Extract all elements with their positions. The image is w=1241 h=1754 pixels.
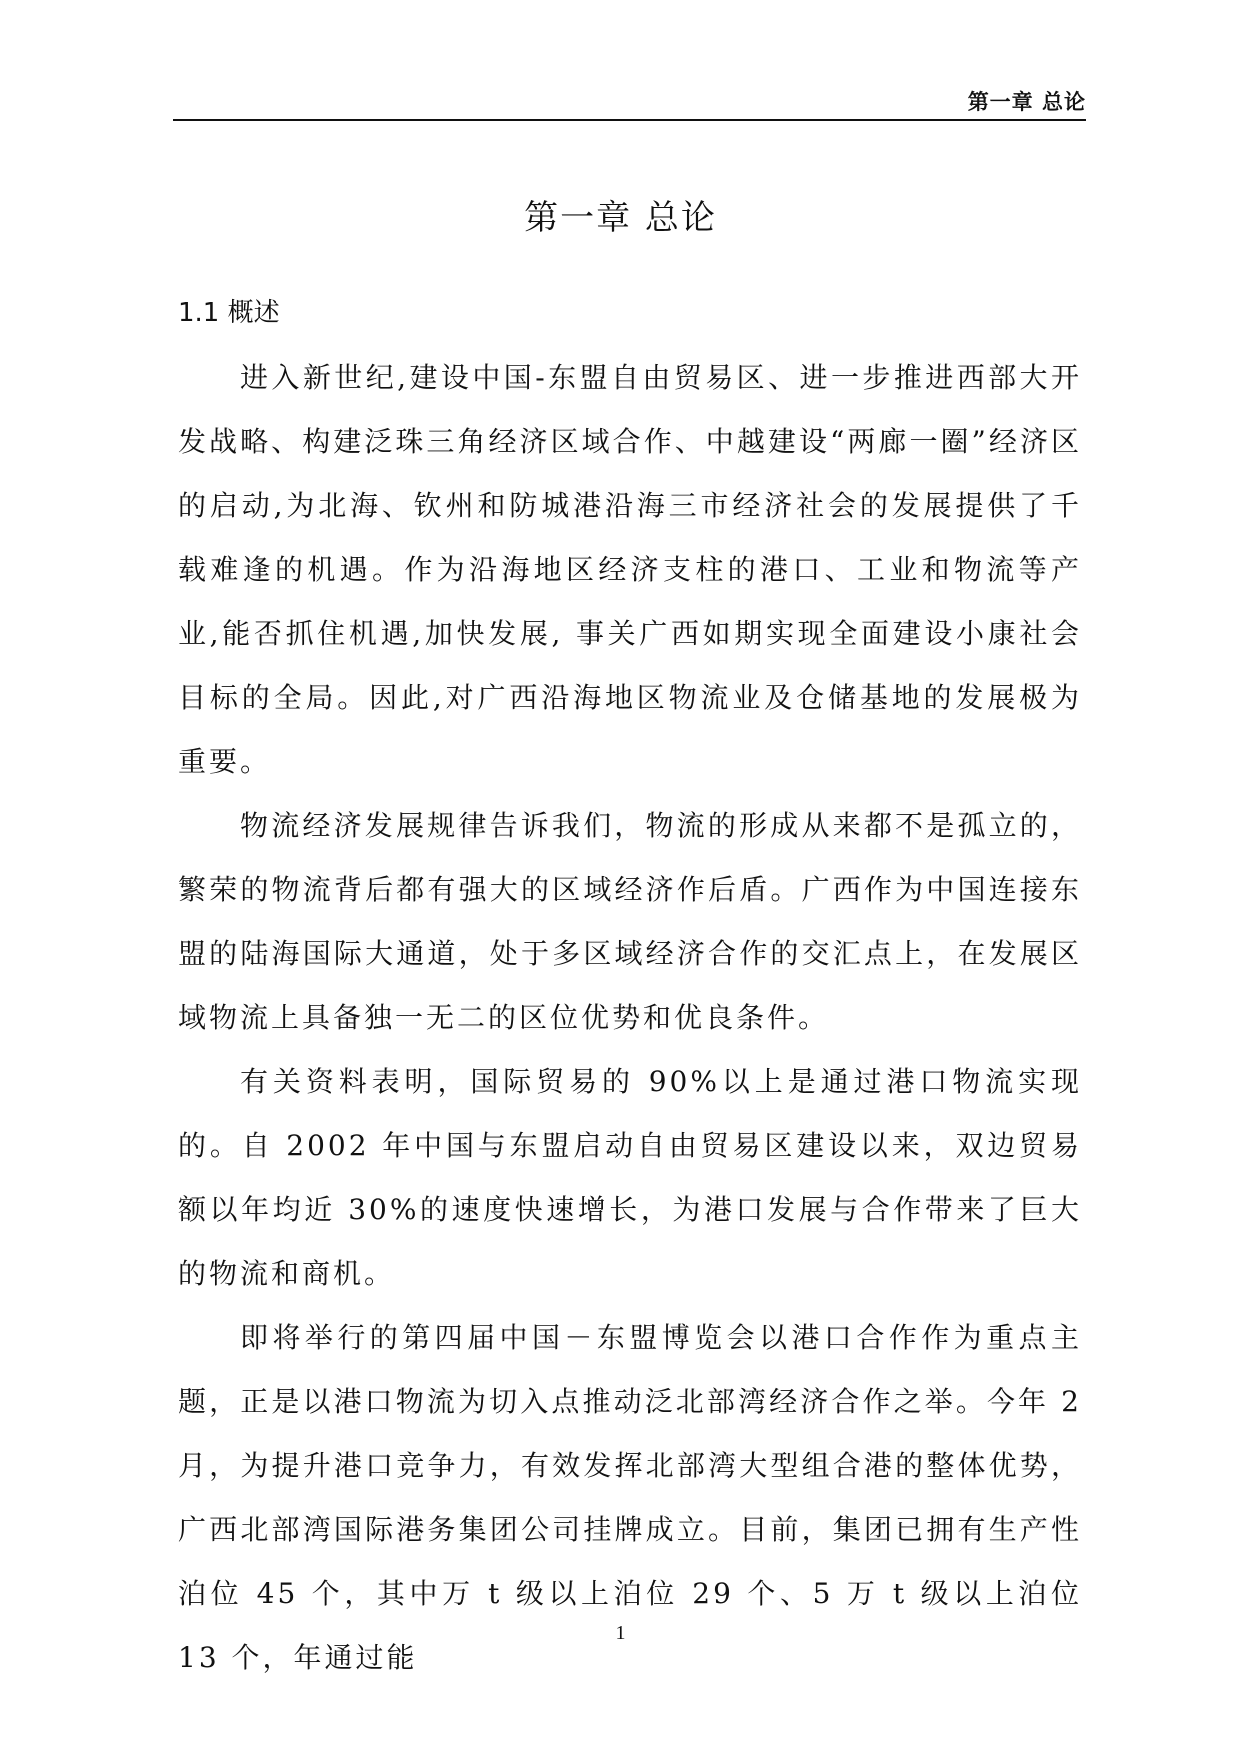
paragraph: 进入新世纪,建设中国-东盟自由贸易区、进一步推进西部大开发战略、构建泛珠三角经济区域合作、中越建设“两廊一圈”经济区的启动,为北海、钦州和防城港沿海三市经济社会的发展提供了千载难逢的机遇。作为沿海地区经济支柱的港口、工业和物流等产业,能否抓住机遇,加快发展, 事关广西如期实现全面建设小康社会目标的全局。因此,对广西沿海地区物流业及仓储基地的发展极为重要。: [178, 361, 1082, 778]
paragraph: 有关资料表明，国际贸易的 90%以上是通过港口物流实现的。自 2002 年中国与东盟启动自由贸易区建设以来，双边贸易额以年均近 30%的速度快速增长，为港口发展与合作带来了巨大的物流和商机。: [178, 1065, 1082, 1290]
header-rule: [173, 119, 1086, 121]
paragraph: 即将举行的第四届中国－东盟博览会以港口合作作为重点主题，正是以港口物流为切入点推动泛北部湾经济合作之举。今年 2 月，为提升港口竞争力，有效发挥北部湾大型组合港的整体优势，广西北部湾国际港务集团公司挂牌成立。目前，集团已拥有生产性泊位 45 个，其中万 t 级以上泊位 29 个、5 万 t 级以上泊位 13 个，年通过能: [178, 1321, 1082, 1674]
paragraph: 物流经济发展规律告诉我们，物流的形成从来都不是孤立的，繁荣的物流背后都有强大的区域经济作后盾。广西作为中国连接东盟的陆海国际大通道，处于多区域经济合作的交汇点上，在发展区域物流上具备独一无二的区位优势和优良条件。: [178, 809, 1082, 1034]
running-header: 第一章 总论: [967, 90, 1086, 114]
page-number: 1: [615, 1622, 626, 1644]
section-heading: 1.1 概述: [178, 298, 280, 328]
body-text: [178, 346, 1082, 1690]
chapter-title: 第一章 总论: [524, 198, 717, 238]
